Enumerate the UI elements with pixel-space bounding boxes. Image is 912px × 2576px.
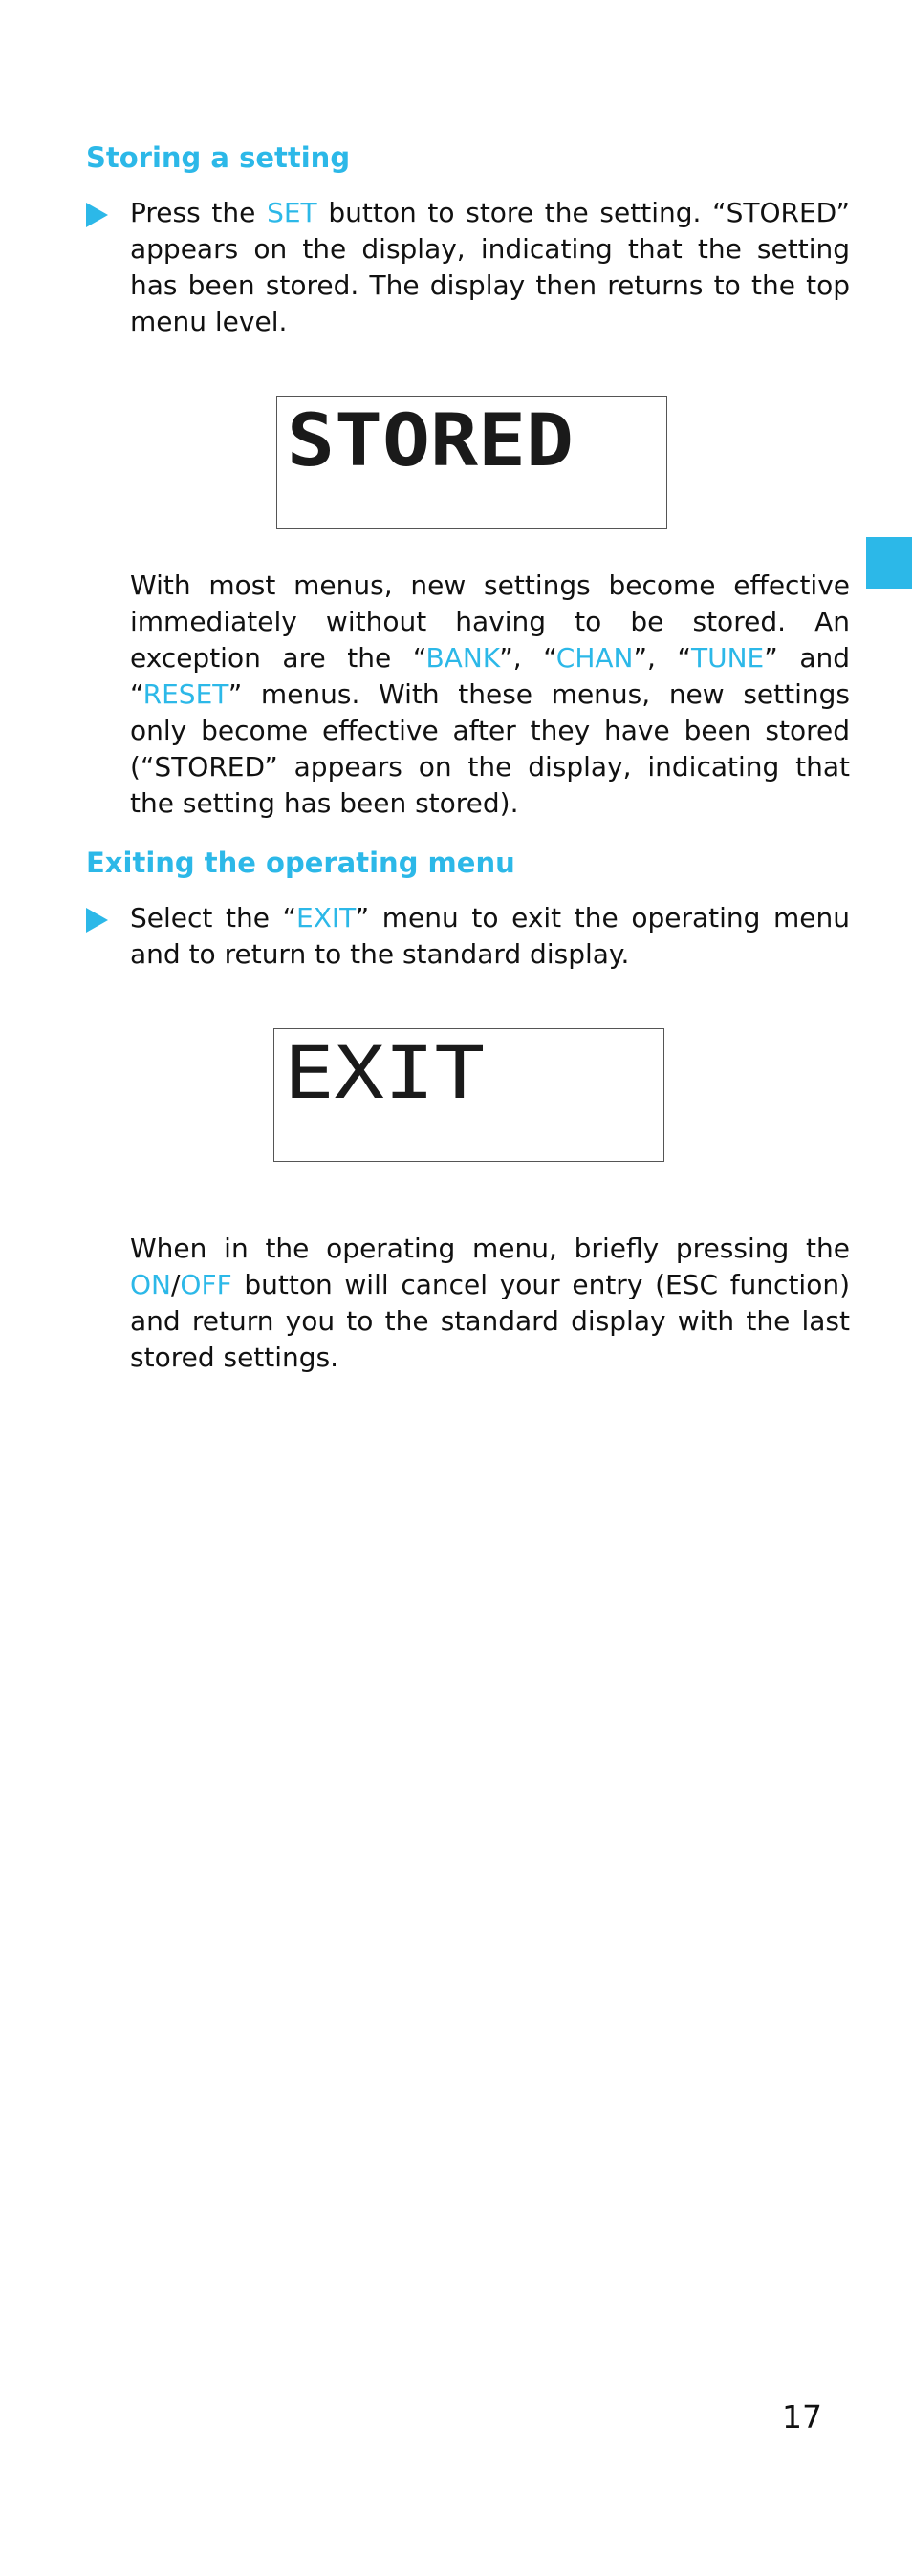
lcd-display-exit <box>273 1028 664 1162</box>
page-number: 17 <box>782 2398 822 2436</box>
note-storing: With most menus, new settings become effective immediately without having to be stored. An exception are the “BANK”, “CHAN”, “TUNE” and “RESET” menus. With these menus, new settings only become effective after they have been stored (“STORED” appears on the display, indicating that the setting has been stored). <box>130 569 850 819</box>
chapter-tab-marker <box>866 537 912 589</box>
lcd-segment-text <box>274 1029 665 1163</box>
lcd-display-stored <box>276 396 667 529</box>
bank-menu-ref: BANK <box>425 642 500 674</box>
set-button-ref: SET <box>267 197 317 228</box>
lcd-text-exit: EXIT <box>284 1030 485 1115</box>
reset-menu-ref: RESET <box>142 678 228 710</box>
instruction-exit-text: Select the “EXIT” menu to exit the operating menu and to return to the standard display. <box>130 902 850 970</box>
section-heading-exiting: Exiting the operating menu <box>86 847 515 879</box>
section-heading-storing: Storing a setting <box>86 141 351 174</box>
chan-menu-ref: CHAN <box>555 642 634 674</box>
instruction-store-text: Press the SET button to store the setting. “STORED” appears on the display, indicating that the setting has been stored. The display then returns to the top menu level. <box>130 197 850 337</box>
bullet-arrow-icon <box>86 908 108 933</box>
bullet-arrow-icon <box>86 203 108 227</box>
lcd-text-stored: STORED <box>287 397 574 483</box>
on-button-ref: ON <box>130 1269 171 1300</box>
note-exiting: When in the operating menu, briefly pressing the ON/OFF button will cancel your entry (ESC function) and return you to the standard display with the last stored settings. <box>130 1233 850 1373</box>
off-button-ref: OFF <box>180 1269 232 1300</box>
tune-menu-ref: TUNE <box>691 642 765 674</box>
lcd-segment-text <box>277 397 668 530</box>
exit-menu-ref: EXIT <box>296 902 356 934</box>
